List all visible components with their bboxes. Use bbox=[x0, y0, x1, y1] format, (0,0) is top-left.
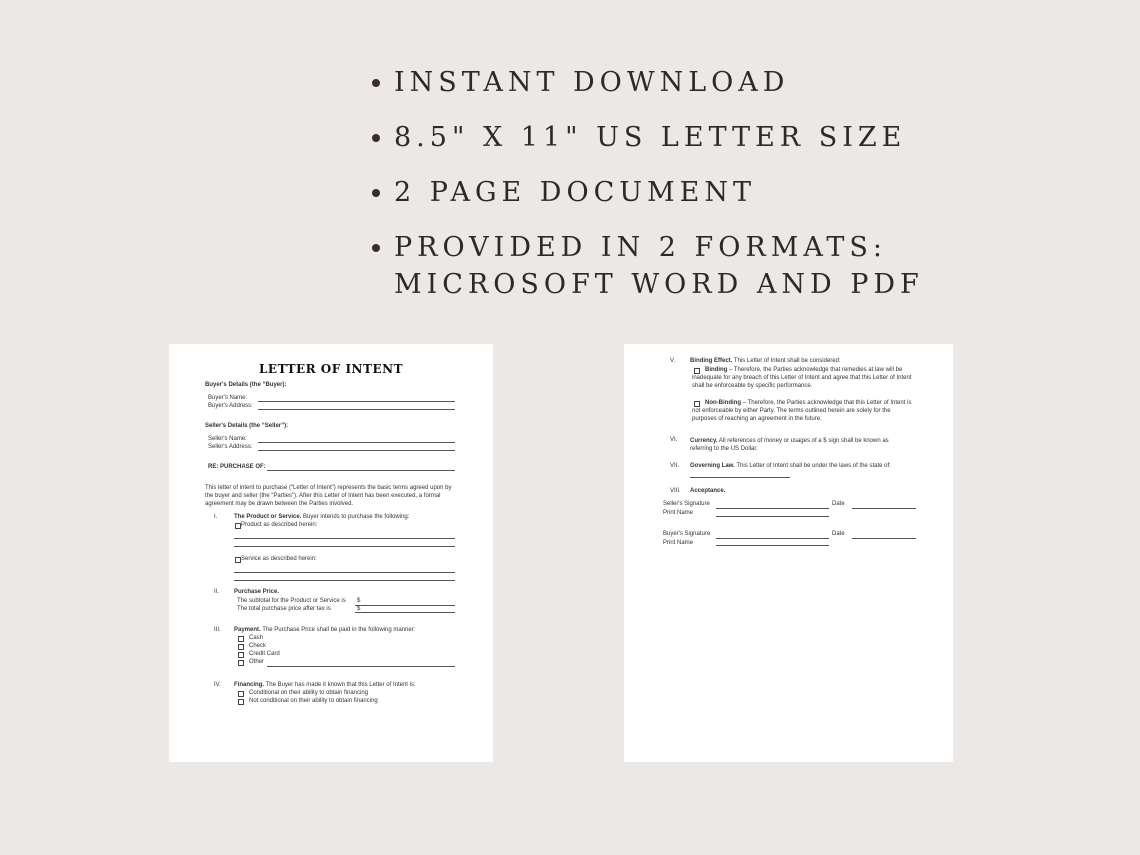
bullet-icon bbox=[372, 79, 380, 87]
feature-text: 2 PAGE DOCUMENT bbox=[394, 177, 756, 208]
section-number: IV. bbox=[214, 682, 221, 688]
section-heading: Purchase Price. bbox=[234, 589, 280, 595]
feature-text: 8.5" X 11" US LETTER SIZE bbox=[394, 122, 907, 153]
seller-name-label: Seller's Name: bbox=[208, 436, 247, 442]
subtotal-line bbox=[355, 605, 455, 606]
binding-option bbox=[692, 366, 914, 390]
feature-item bbox=[372, 229, 1092, 303]
financing-option: Not conditional on their ability to obtain financing bbox=[249, 698, 378, 704]
section-number: VI. bbox=[670, 437, 678, 443]
buyer-signature-line bbox=[716, 538, 829, 539]
feature-text: PROVIDED IN 2 FORMATS: bbox=[394, 232, 888, 263]
buyer-name-line bbox=[258, 401, 455, 402]
section-heading: Acceptance. bbox=[690, 488, 726, 494]
buyer-heading: Buyer's Details (the “Buyer): bbox=[205, 382, 287, 388]
other-line bbox=[267, 666, 455, 667]
document-title: LETTER OF INTENT bbox=[258, 362, 404, 376]
nonbinding-text: – Therefore, the Parties acknowledge that this Letter of Intent is not enforceable by either Party. The terms outlined herein are solely for the purposes of reaching an agreement in the future. bbox=[692, 400, 912, 422]
section-heading: Currency. bbox=[690, 438, 718, 444]
section-text: Buyer intends to purchase the following: bbox=[303, 514, 410, 520]
seller-name-line bbox=[258, 442, 455, 443]
seller-address-line bbox=[258, 450, 455, 451]
bullet-icon bbox=[372, 134, 380, 142]
re-purchase-line bbox=[267, 470, 455, 471]
seller-heading: Seller's Details (the “Seller”): bbox=[205, 423, 289, 429]
state-line bbox=[690, 477, 790, 478]
checkbox[interactable] bbox=[238, 699, 244, 705]
dollar-sign: $ bbox=[357, 606, 361, 612]
re-purchase-label: RE: PURCHASE OF: bbox=[208, 464, 266, 470]
section-text: This Letter of Intent shall be under the laws of the state of: bbox=[736, 463, 891, 469]
section-text: All references of money or usages of a $ sign shall be known as referring to the US Dollar. bbox=[690, 438, 889, 452]
blank-line bbox=[234, 580, 455, 581]
buyer-print-name-line bbox=[716, 545, 829, 546]
section-number: VII. bbox=[670, 463, 680, 469]
print-name-label: Print Name bbox=[663, 540, 694, 546]
bullet-icon bbox=[372, 189, 380, 197]
payment-option: Cash bbox=[249, 635, 264, 641]
product-label: Product as described herein: bbox=[241, 522, 318, 528]
section-heading: Payment. bbox=[234, 627, 261, 633]
seller-signature-label: Seller's Signature bbox=[663, 501, 710, 507]
nonbinding-option bbox=[692, 399, 914, 423]
total-label: The total purchase price after tax is bbox=[237, 606, 331, 612]
feature-text-line2: MICROSOFT WORD AND PDF bbox=[394, 269, 924, 300]
feature-item bbox=[372, 174, 1092, 211]
section-heading: Financing. bbox=[234, 682, 264, 688]
blank-line bbox=[234, 572, 455, 573]
checkbox[interactable] bbox=[238, 652, 244, 658]
financing-option: Conditional on their ability to obtain financing bbox=[249, 690, 369, 696]
section-heading: Governing Law. bbox=[690, 463, 735, 469]
checkbox[interactable] bbox=[238, 644, 244, 650]
binding-heading: Binding bbox=[705, 367, 728, 373]
currency-clause bbox=[690, 437, 910, 453]
binding-text: – Therefore, the Parties acknowledge that remedies at law will be inadequate for any breach of this Letter of Intent and agree that this Letter of Intent shall be enforceable by specific performance. bbox=[692, 367, 912, 389]
buyer-signature-label: Buyer's Signature bbox=[663, 531, 711, 537]
buyer-name-label: Buyer's Name: bbox=[208, 395, 248, 401]
date-label: Date bbox=[832, 501, 845, 507]
document-page-2 bbox=[624, 344, 953, 762]
document-page-1 bbox=[169, 344, 493, 762]
seller-print-name-line bbox=[716, 516, 829, 517]
dollar-sign: $ bbox=[357, 598, 361, 604]
payment-option: Check bbox=[249, 643, 267, 649]
section-text: The Buyer has made it known that this Letter of Intent is: bbox=[265, 682, 416, 688]
intro-paragraph: This letter of intent to purchase (“Letter of Intent”) represents the basic terms agreed upon by the buyer and seller (the “Parties”). After this Letter of Intent has been executed, a formal agreement may be drawn between the Parties involved. bbox=[205, 485, 452, 507]
subtotal-label: The subtotal for the Product or Service is bbox=[237, 598, 346, 604]
checkbox[interactable] bbox=[238, 636, 244, 642]
seller-signature-line bbox=[716, 508, 829, 509]
checkbox[interactable] bbox=[238, 691, 244, 697]
feature-list bbox=[372, 64, 1092, 321]
print-name-label: Print Name bbox=[663, 510, 694, 516]
section-heading: Binding Effect. bbox=[690, 358, 733, 364]
buyer-date-line bbox=[852, 538, 916, 539]
payment-option: Credit Card bbox=[249, 651, 280, 657]
feature-item bbox=[372, 119, 1092, 156]
buyer-address-line bbox=[258, 409, 455, 410]
section-text: This Letter of Intent shall be considered: bbox=[733, 358, 841, 364]
section-number: II. bbox=[214, 589, 220, 595]
blank-line bbox=[234, 546, 455, 547]
feature-text: INSTANT DOWNLOAD bbox=[394, 67, 790, 98]
bullet-icon bbox=[372, 244, 380, 252]
checkbox[interactable] bbox=[238, 660, 244, 666]
section-number: I. bbox=[214, 514, 218, 520]
total-line bbox=[355, 612, 455, 613]
section-number: V. bbox=[670, 358, 676, 364]
seller-address-label: Seller's Address: bbox=[208, 444, 253, 450]
seller-date-line bbox=[852, 508, 916, 509]
payment-option: Other bbox=[249, 659, 265, 665]
blank-line bbox=[234, 538, 455, 539]
service-label: Service as described herein: bbox=[241, 556, 317, 562]
feature-item bbox=[372, 64, 1092, 101]
section-text: The Purchase Price shall be paid in the following manner: bbox=[262, 627, 416, 633]
section-heading: The Product or Service. bbox=[234, 514, 302, 520]
date-label: Date bbox=[832, 531, 845, 537]
nonbinding-heading: Non-Binding bbox=[705, 400, 741, 406]
section-number: III. bbox=[214, 627, 221, 633]
section-number: VIII. bbox=[670, 488, 681, 494]
buyer-address-label: Buyer's Address: bbox=[208, 403, 253, 409]
